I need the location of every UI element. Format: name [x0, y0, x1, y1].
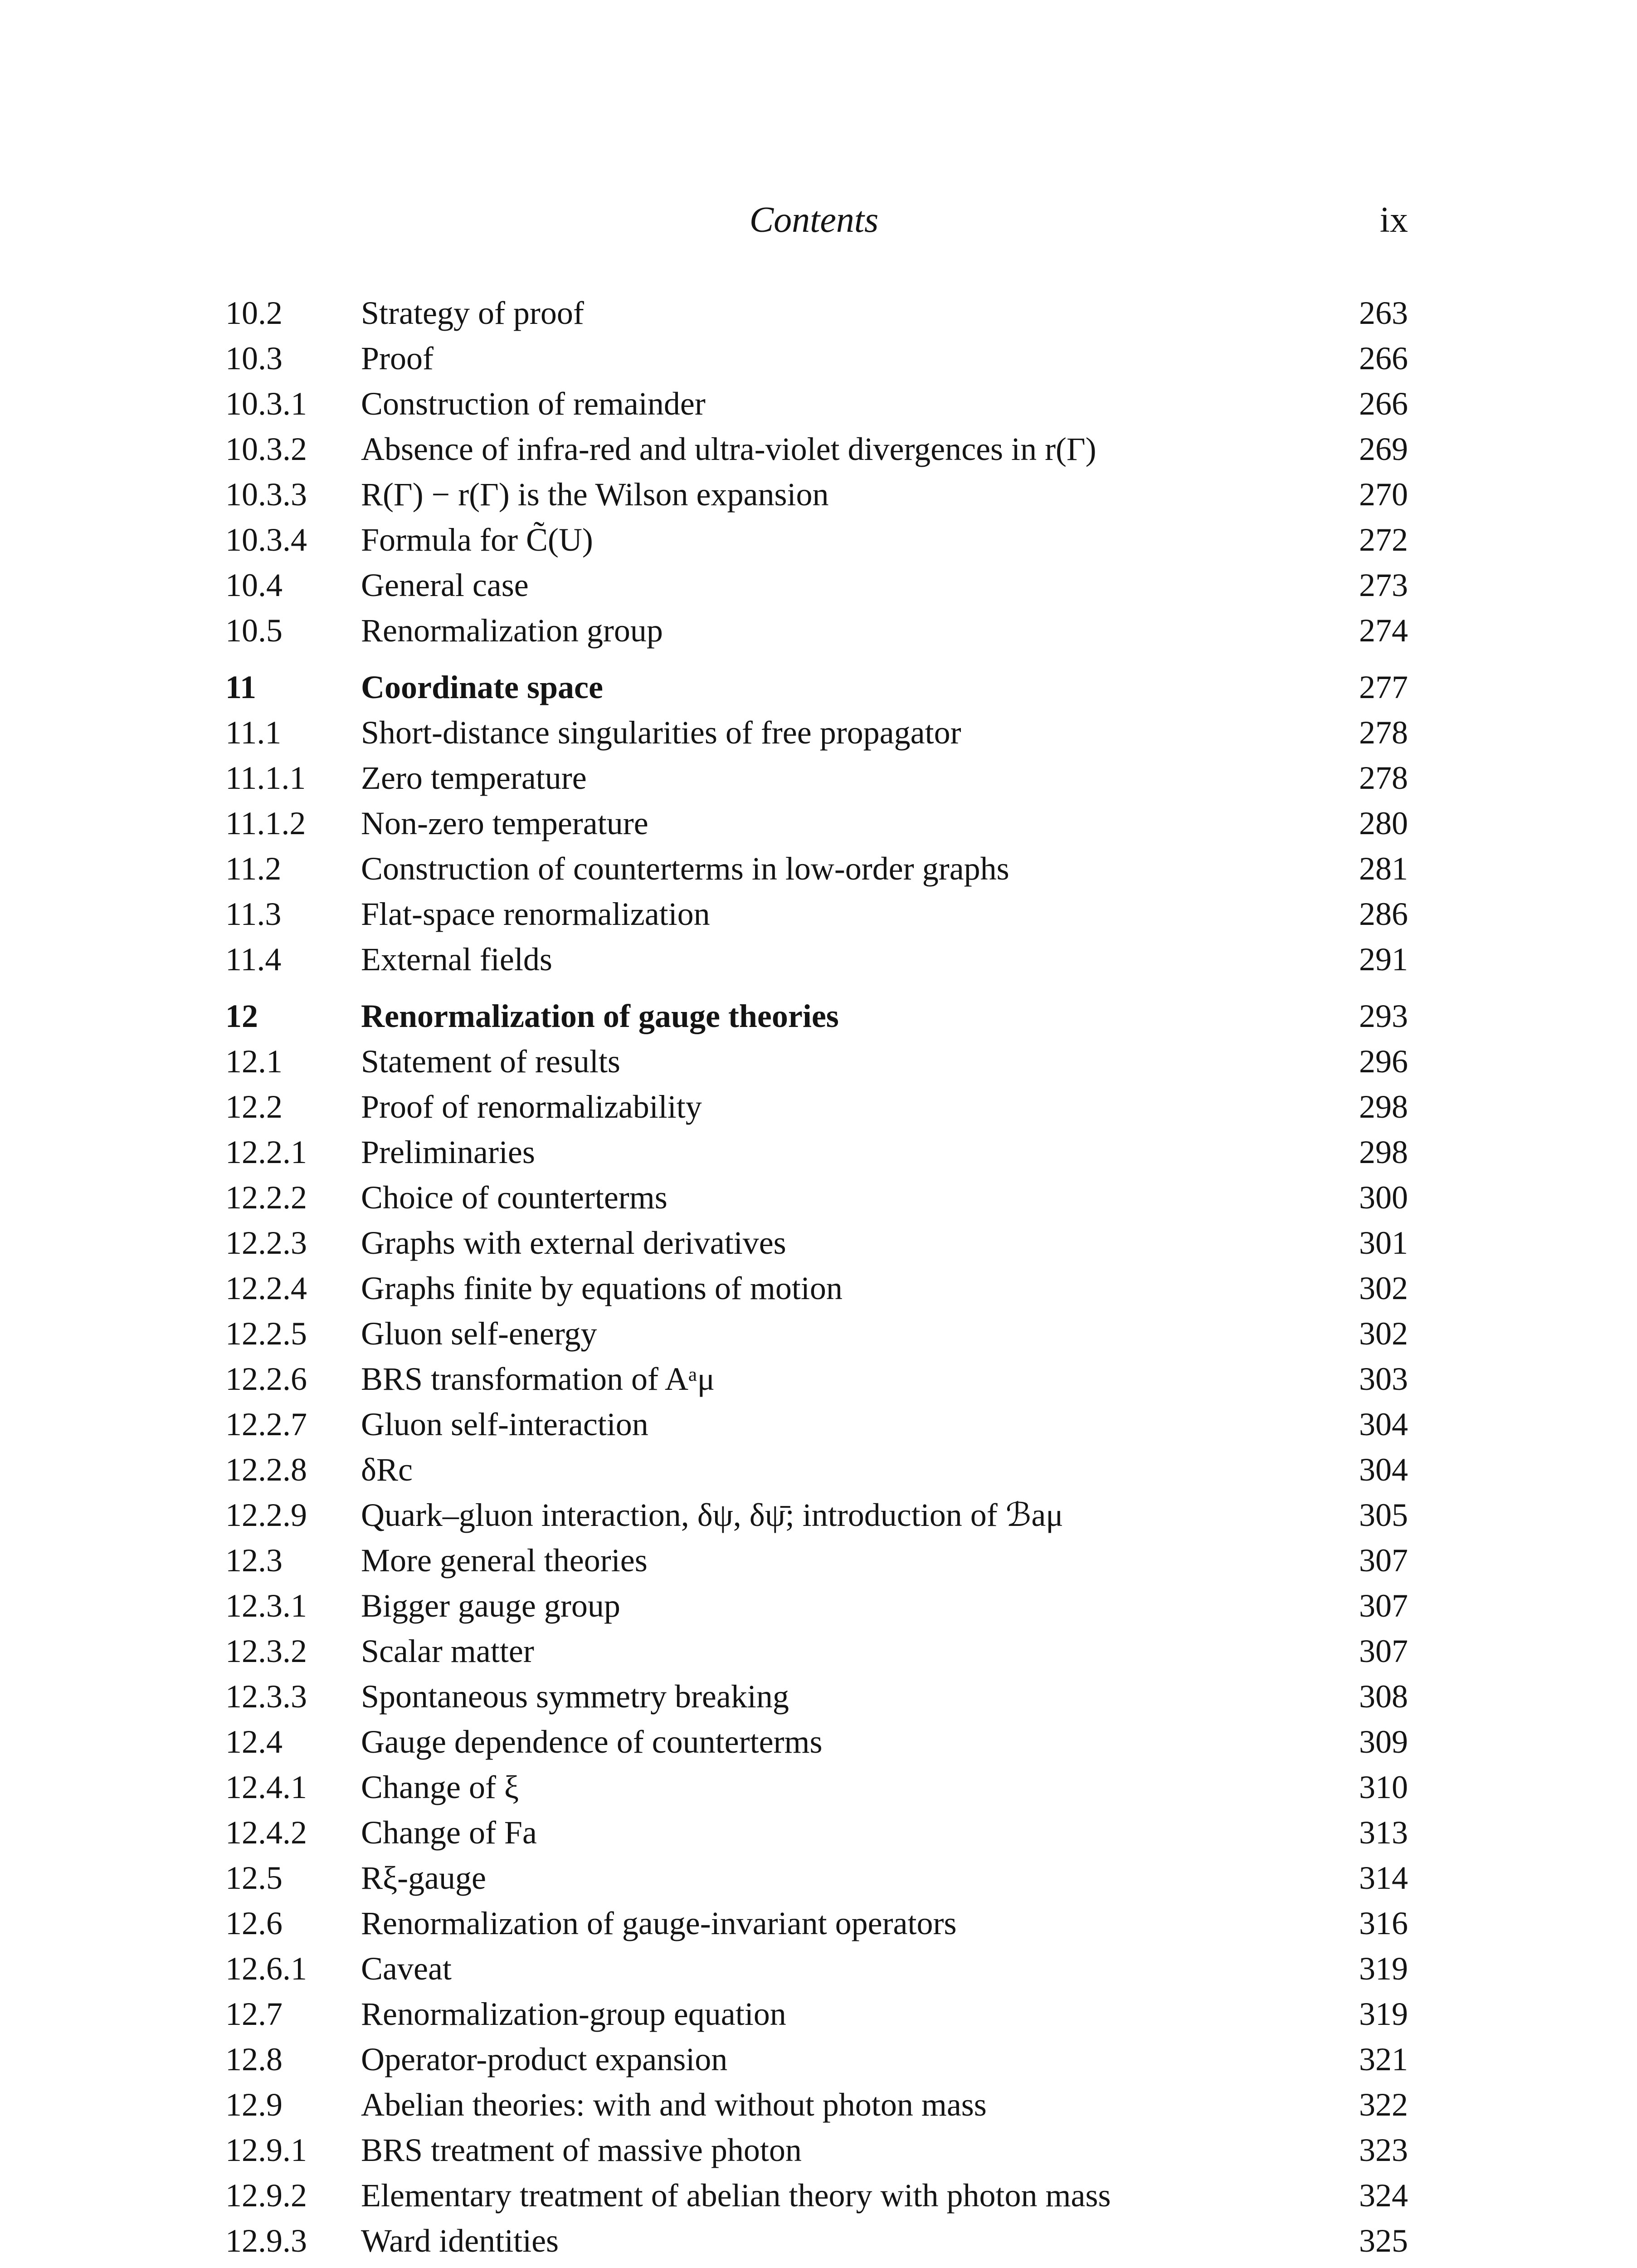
section-number: 12.6 — [225, 1905, 283, 1941]
toc-chapter-row[interactable] — [0, 993, 1637, 1039]
section-title: δRc — [361, 1452, 413, 1488]
toc-entry-row[interactable] — [0, 1946, 1637, 1991]
toc-entry-row[interactable] — [0, 472, 1637, 517]
page-ref: 324 — [1359, 2177, 1408, 2214]
section-number: 12.9.2 — [225, 2177, 307, 2214]
toc-entry-row[interactable] — [0, 1583, 1637, 1628]
section-title: Zero temperature — [361, 760, 587, 796]
toc-entry-row[interactable] — [0, 1447, 1637, 1492]
page-ref: 304 — [1359, 1406, 1408, 1442]
section-title: General case — [361, 567, 529, 603]
page-ref: 309 — [1359, 1724, 1408, 1760]
toc-entry-row[interactable] — [0, 891, 1637, 937]
toc-entry-row[interactable] — [0, 1175, 1637, 1220]
section-title: Caveat — [361, 1950, 452, 1987]
page-ref: 298 — [1359, 1089, 1408, 1125]
page-ref: 296 — [1359, 1043, 1408, 1080]
page-ref: 307 — [1359, 1633, 1408, 1669]
toc-entry-row[interactable] — [0, 1810, 1637, 1855]
toc-entry-row[interactable] — [0, 2082, 1637, 2127]
page-ref: 278 — [1359, 714, 1408, 751]
toc-entry-row[interactable] — [0, 517, 1637, 562]
page-ref: 273 — [1359, 567, 1408, 603]
page-ref: 280 — [1359, 805, 1408, 841]
section-number: 12 — [225, 998, 258, 1034]
page-ref: 305 — [1359, 1497, 1408, 1533]
toc-entry-row[interactable] — [0, 1719, 1637, 1765]
toc-entry-row[interactable] — [0, 755, 1637, 801]
toc-entry-row[interactable] — [0, 1311, 1637, 1356]
section-number: 12.1 — [225, 1043, 283, 1080]
page-ref: 293 — [1359, 998, 1408, 1034]
section-number: 12.8 — [225, 2041, 283, 2077]
section-title: Spontaneous symmetry breaking — [361, 1678, 789, 1715]
section-title: Choice of counterterms — [361, 1179, 667, 1216]
section-number: 11.2 — [225, 850, 282, 887]
toc-entry-row[interactable] — [0, 562, 1637, 608]
page-ref: 286 — [1359, 896, 1408, 932]
toc-entry-row[interactable] — [0, 381, 1637, 426]
section-number: 12.9.1 — [225, 2132, 307, 2168]
toc-entry-row[interactable] — [0, 937, 1637, 982]
section-title: Scalar matter — [361, 1633, 534, 1669]
section-number: 11.4 — [225, 941, 282, 978]
page-ref: 303 — [1359, 1361, 1408, 1397]
page-ref: 278 — [1359, 760, 1408, 796]
section-number: 12.2.5 — [225, 1315, 307, 1352]
section-title: BRS transformation of Aᵃμ — [361, 1361, 715, 1397]
section-title: Rξ-gauge — [361, 1860, 487, 1896]
section-number: 10.3.1 — [225, 386, 307, 422]
page-ref: 298 — [1359, 1134, 1408, 1170]
page-ref: 310 — [1359, 1769, 1408, 1805]
toc-entry-row[interactable] — [0, 2037, 1637, 2082]
section-title: External fields — [361, 941, 552, 978]
section-number: 12.7 — [225, 1996, 283, 2032]
section-number: 10.3.4 — [225, 522, 307, 558]
running-title: Contents — [749, 200, 879, 240]
toc-entry-row[interactable] — [0, 2127, 1637, 2173]
section-number: 12.2 — [225, 1089, 283, 1125]
section-number: 12.6.1 — [225, 1950, 307, 1987]
section-title: Renormalization of gauge theories — [361, 998, 839, 1034]
toc-chapter-row[interactable] — [0, 665, 1637, 710]
section-title: Renormalization-group equation — [361, 1996, 786, 2032]
section-number: 11 — [225, 669, 257, 705]
section-title: Short-distance singularities of free propagator — [361, 714, 961, 751]
toc-entry-row[interactable] — [0, 846, 1637, 891]
section-title: Graphs with external derivatives — [361, 1225, 786, 1261]
page-ref: 314 — [1359, 1860, 1408, 1896]
section-title: Absence of infra-red and ultra-violet divergences in r(Γ) — [361, 431, 1096, 467]
section-title: Statement of results — [361, 1043, 620, 1080]
toc-entry-row[interactable] — [0, 710, 1637, 755]
toc-entry-row[interactable] — [0, 1402, 1637, 1447]
page-ref: 270 — [1359, 476, 1408, 513]
section-number: 10.3 — [225, 340, 283, 376]
toc-entry-row[interactable] — [0, 336, 1637, 381]
page-ref: 272 — [1359, 522, 1408, 558]
section-title: Gauge dependence of counterterms — [361, 1724, 823, 1760]
page-ref: 269 — [1359, 431, 1408, 467]
section-number: 12.3.1 — [225, 1588, 307, 1624]
section-title: Gluon self-interaction — [361, 1406, 648, 1442]
section-number: 11.1.2 — [225, 805, 306, 841]
page-ref: 313 — [1359, 1814, 1408, 1851]
page-ref: 291 — [1359, 941, 1408, 978]
section-number: 12.4.2 — [225, 1814, 307, 1851]
section-number: 12.3.3 — [225, 1678, 307, 1715]
section-title: Preliminaries — [361, 1134, 535, 1170]
toc-entry-row[interactable] — [0, 801, 1637, 846]
section-number: 10.3.2 — [225, 431, 307, 467]
section-title: Construction of counterterms in low-order graphs — [361, 850, 1009, 887]
section-title: Non-zero temperature — [361, 805, 648, 841]
section-title: Ward identities — [361, 2223, 559, 2259]
toc-entry-row[interactable] — [0, 1266, 1637, 1311]
section-title: Abelian theories: with and without photon mass — [361, 2087, 987, 2123]
section-number: 12.2.7 — [225, 1406, 307, 1442]
page-ref: 304 — [1359, 1452, 1408, 1488]
toc-entry-row[interactable] — [0, 1765, 1637, 1810]
section-title: Renormalization group — [361, 612, 663, 649]
page-ref: 316 — [1359, 1905, 1408, 1941]
page-ref: 266 — [1359, 340, 1408, 376]
section-title: Flat-space renormalization — [361, 896, 710, 932]
section-title: Change of ξ — [361, 1769, 519, 1805]
page-ref: 281 — [1359, 850, 1408, 887]
toc-entry-row[interactable] — [0, 1356, 1637, 1402]
section-number: 12.9 — [225, 2087, 283, 2123]
section-title: Change of Fa — [361, 1814, 537, 1851]
section-number: 11.1.1 — [225, 760, 306, 796]
section-title: Bigger gauge group — [361, 1588, 620, 1624]
page-ref: 274 — [1359, 612, 1408, 649]
section-number: 12.2.4 — [225, 1270, 307, 1306]
section-title: R(Γ) − r(Γ) is the Wilson expansion — [361, 476, 829, 513]
section-title: Proof of renormalizability — [361, 1089, 702, 1125]
section-title: Proof — [361, 340, 434, 376]
section-title: Construction of remainder — [361, 386, 706, 422]
page-ref: 263 — [1359, 295, 1408, 331]
page-ref: 302 — [1359, 1315, 1408, 1352]
section-title: Renormalization of gauge-invariant operators — [361, 1905, 957, 1941]
section-number: 12.2.2 — [225, 1179, 307, 1216]
section-title: Strategy of proof — [361, 295, 584, 331]
toc-entry-row[interactable] — [0, 2218, 1637, 2263]
page-number: ix — [1379, 200, 1408, 240]
section-number: 10.3.3 — [225, 476, 307, 513]
section-title: More general theories — [361, 1542, 648, 1579]
section-title: Quark–gluon interaction, δψ, δψ̄; introduction of ℬaμ — [361, 1497, 1063, 1533]
toc-entry-row[interactable] — [0, 1084, 1637, 1129]
page-ref: 308 — [1359, 1678, 1408, 1715]
section-title: Formula for C̃(U) — [361, 522, 593, 558]
toc-entry-row[interactable] — [0, 1901, 1637, 1946]
page-ref: 300 — [1359, 1179, 1408, 1216]
section-number: 10.2 — [225, 295, 283, 331]
toc-entry-row[interactable] — [0, 1538, 1637, 1583]
page-ref: 307 — [1359, 1542, 1408, 1579]
section-number: 12.4 — [225, 1724, 283, 1760]
section-title: Elementary treatment of abelian theory with photon mass — [361, 2177, 1111, 2214]
page-ref: 323 — [1359, 2132, 1408, 2168]
page-ref: 277 — [1359, 669, 1408, 705]
section-number: 12.2.3 — [225, 1225, 307, 1261]
section-number: 12.2.8 — [225, 1452, 307, 1488]
toc-entry-row[interactable] — [0, 1492, 1637, 1538]
section-number: 12.2.9 — [225, 1497, 307, 1533]
toc-entry-row[interactable] — [0, 2173, 1637, 2218]
section-number: 12.5 — [225, 1860, 283, 1896]
section-title: Gluon self-energy — [361, 1315, 597, 1352]
toc-entry-row[interactable] — [0, 1220, 1637, 1266]
toc-entry-row[interactable] — [0, 608, 1637, 653]
section-number: 12.3.2 — [225, 1633, 307, 1669]
page-ref: 319 — [1359, 1950, 1408, 1987]
page-ref: 325 — [1359, 2223, 1408, 2259]
page-ref: 266 — [1359, 386, 1408, 422]
section-number: 12.2.6 — [225, 1361, 307, 1397]
section-number: 11.3 — [225, 896, 282, 932]
section-number: 10.4 — [225, 567, 283, 603]
section-title: BRS treatment of massive photon — [361, 2132, 802, 2168]
section-title: Coordinate space — [361, 669, 603, 705]
page-ref: 302 — [1359, 1270, 1408, 1306]
page-ref: 322 — [1359, 2087, 1408, 2123]
toc-entry-row[interactable] — [0, 1628, 1637, 1674]
page-ref: 307 — [1359, 1588, 1408, 1624]
section-number: 11.1 — [225, 714, 282, 751]
toc-entry-row[interactable] — [0, 290, 1637, 336]
toc-entry-row[interactable] — [0, 1855, 1637, 1901]
section-number: 10.5 — [225, 612, 283, 649]
toc-entry-row[interactable] — [0, 1674, 1637, 1719]
section-title: Graphs finite by equations of motion — [361, 1270, 843, 1306]
section-number: 12.4.1 — [225, 1769, 307, 1805]
page-ref: 321 — [1359, 2041, 1408, 2077]
section-number: 12.2.1 — [225, 1134, 307, 1170]
section-number: 12.9.3 — [225, 2223, 307, 2259]
toc-entry-row[interactable] — [0, 1991, 1637, 2037]
page-ref: 301 — [1359, 1225, 1408, 1261]
toc-entry-row[interactable] — [0, 426, 1637, 472]
section-number: 12.3 — [225, 1542, 283, 1579]
toc-entry-row[interactable] — [0, 1039, 1637, 1084]
section-title: Operator-product expansion — [361, 2041, 728, 2077]
page-ref: 319 — [1359, 1996, 1408, 2032]
toc-entry-row[interactable] — [0, 1129, 1637, 1175]
